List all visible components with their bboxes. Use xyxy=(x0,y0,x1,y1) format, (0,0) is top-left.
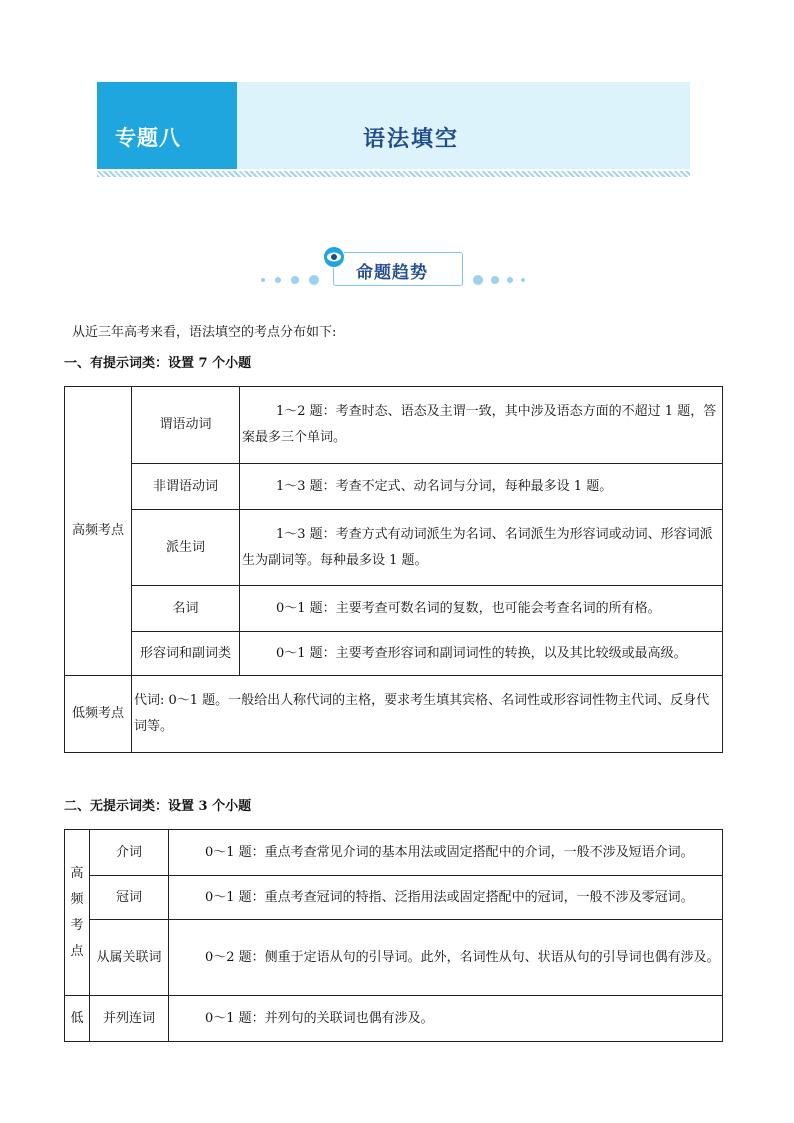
table-row xyxy=(65,510,723,586)
section1-title: 一、有提示词类：设置 7 个小题 xyxy=(64,356,252,371)
banner-stripe-divider xyxy=(97,171,690,177)
high-frequency-vertical-label xyxy=(65,830,90,996)
row-name: 派生词 xyxy=(132,510,240,586)
row-desc: 0～1 题：重点考查常见介词的基本用法或固定搭配中的介词，一般不涉及短语介词。 xyxy=(169,830,723,876)
table-row xyxy=(65,920,723,996)
row-name: 并列连词 xyxy=(90,996,169,1042)
row-name: 冠词 xyxy=(90,876,169,920)
row-name: 从属关联词 xyxy=(90,920,169,996)
decor-dot xyxy=(521,278,525,282)
topic-label: 专题八 xyxy=(115,126,181,150)
high-frequency-label: 高频考点 xyxy=(65,387,132,676)
decor-dot xyxy=(507,277,513,283)
trend-heading xyxy=(255,244,535,294)
decor-dot xyxy=(309,275,319,285)
low-frequency-label: 低 xyxy=(65,996,90,1042)
eye-icon xyxy=(323,246,345,268)
trend-label-box xyxy=(333,252,463,286)
row-desc: 1～3 题：考查不定式、动名词与分词，每种最多设 1 题。 xyxy=(240,464,723,510)
topic-banner xyxy=(97,82,690,169)
row-desc: 0～2 题：侧重于定语从句的引导词。此外，名词性从句、状语从句的引导词也偶有涉及。 xyxy=(169,920,723,996)
row-desc: 1～2 题：考查时态、语态及主谓一致，其中涉及语态方面的不超过 1 题，答案最多三个单词。 xyxy=(240,387,723,464)
decor-dot xyxy=(275,277,281,283)
row-name: 名词 xyxy=(132,586,240,632)
row-desc: 0～1 题：并列句的关联词也偶有涉及。 xyxy=(169,996,723,1042)
row-name: 介词 xyxy=(90,830,169,876)
intro-text: 从近三年高考来看，语法填空的考点分布如下: xyxy=(72,325,337,340)
section1-table xyxy=(64,386,723,753)
low-frequency-desc: 代词: 0～1 题。一般给出人称代词的主格，要求考生填其宾格、名词性或形容词性物主代词、反身代词等。 xyxy=(132,676,723,753)
label-char: 频 xyxy=(70,891,84,907)
decor-dot xyxy=(473,275,483,285)
topic-title: 语法填空 xyxy=(363,127,460,152)
row-desc: 0～1 题：主要考查形容词和副词词性的转换，以及其比较级或最高级。 xyxy=(240,632,723,676)
row-name: 形容词和副词类 xyxy=(132,632,240,676)
topic-label-block xyxy=(97,82,237,169)
label-char: 考 xyxy=(70,917,84,933)
table-row xyxy=(65,586,723,632)
section2-table xyxy=(64,829,723,1042)
trend-label: 命题趋势 xyxy=(356,263,428,283)
table-row xyxy=(65,632,723,676)
table-row xyxy=(65,830,723,876)
table-row xyxy=(65,387,723,464)
label-char: 点 xyxy=(70,943,84,959)
decor-dot xyxy=(261,278,265,282)
table-row xyxy=(65,996,723,1042)
decor-dot xyxy=(491,276,499,284)
row-name: 谓语动词 xyxy=(132,387,240,464)
row-desc: 0～1 题：重点考查冠词的特指、泛指用法或固定搭配中的冠词，一般不涉及零冠词。 xyxy=(169,876,723,920)
section2-title: 二、无提示词类：设置 3 个小题 xyxy=(64,799,252,814)
low-frequency-label: 低频考点 xyxy=(65,676,132,753)
table-row xyxy=(65,464,723,510)
row-desc: 1～3 题：考查方式有动词派生为名词、名词派生为形容词或动词、形容词派生为副词等。每种最多设 1 题。 xyxy=(240,510,723,586)
row-desc: 0～1 题：主要考查可数名词的复数，也可能会考查名词的所有格。 xyxy=(240,586,723,632)
decor-dot xyxy=(291,276,299,284)
table-row xyxy=(65,676,723,753)
table-row xyxy=(65,876,723,920)
row-name: 非谓语动词 xyxy=(132,464,240,510)
label-char: 高 xyxy=(70,865,84,881)
